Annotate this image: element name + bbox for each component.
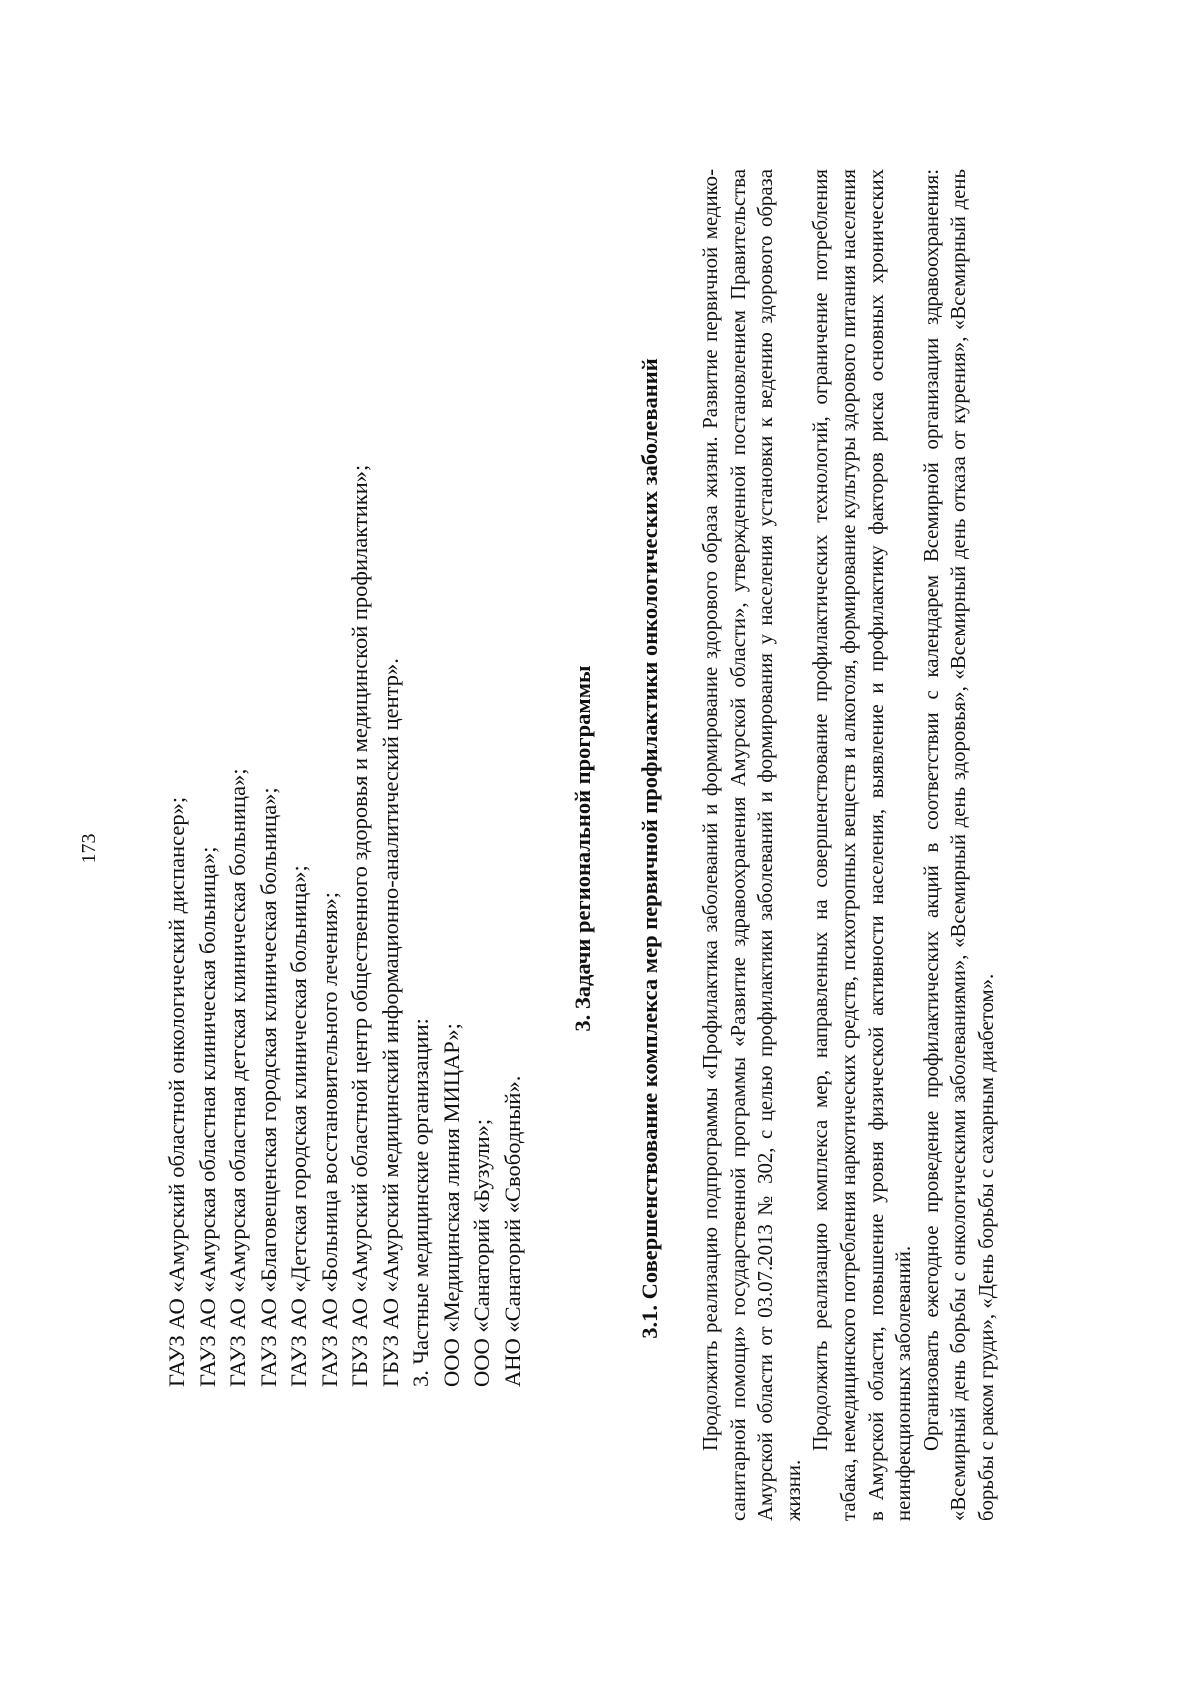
list-item: ГАУЗ АО «Благовещенская городская клиническая больница»; (255, 787, 281, 1387)
paragraph: Продолжить реализацию подпрограммы «Профилактика заболеваний и формирование здорового образа жизни. Развитие первичной медико-санитарной помощи» государственной программы «Развитие здравоохранения Амурской области», утвержденной постановлением Правительства Амурской области от 03.07.2013 № 302, с целью профилактики заболеваний и формирования у населения установки к ведению здорового образа жизни. (699, 169, 805, 1521)
list-item: ГАУЗ АО «Амурская областная клиническая больница»; (194, 846, 220, 1387)
subsection-title: 3.1. Совершенствование комплекса мер первичной профилактики онкологических заболеваний (637, 358, 662, 1339)
list-item: 3. Частные медицинские организации: (408, 1018, 433, 1387)
list-item: ГБУЗ АО «Амурский областной центр общественного здоровья и медицинской профилактики»; (347, 464, 372, 1387)
section-title: 3. Задачи региональной программы (570, 665, 595, 1032)
list-item: ООО «Медицинская линия МИЦАР»; (438, 1023, 464, 1387)
list-item: ГАУЗ АО «Амурская областная детская клиническая больница»; (225, 768, 250, 1387)
page-number: 173 (78, 833, 100, 864)
list-item: ГАУЗ АО «Детская городская клиническая больница»; (286, 865, 311, 1387)
list-item: ГБУЗ АО «Амурский медицинский информационно-аналитический центр». (377, 658, 403, 1387)
paragraph: Организовать ежегодное проведение профилактических акций в соответствии с календарем Всемирной организации здравоохранения: «Всемирный день борьбы с онкологическими заболеваниями», «Всемирный день здоровья», «Всемирный день отказа от курения», «Всемирный день борьбы с раком груди», «День борьбы с сахарным диабетом». (919, 169, 998, 1521)
organization-list (162, 87, 528, 1387)
list-item: ГАУЗ АО «Амурский областной онкологический диспансер»; (164, 796, 189, 1387)
body-text (697, 169, 1001, 1521)
list-item: АНО «Санаторий «Свободный». (499, 1075, 525, 1387)
list-item: ООО «Санаторий «Бузули»; (469, 1118, 494, 1387)
paragraph: Продолжить реализацию комплекса мер, направленных на совершенствование профилактических технологий, ограничение потребления табака, немедицинского потребления наркотических средств, психотропных веществ и алкоголя, формирование культуры здорового питания населения в Амурской области, повышение уровня физической активности населения, выявление и профилактику факторов риска основных хронических неинфекционных заболеваний. (809, 169, 916, 1521)
list-item: ГАУЗ АО «Больница восстановительного лечения»; (316, 891, 342, 1387)
